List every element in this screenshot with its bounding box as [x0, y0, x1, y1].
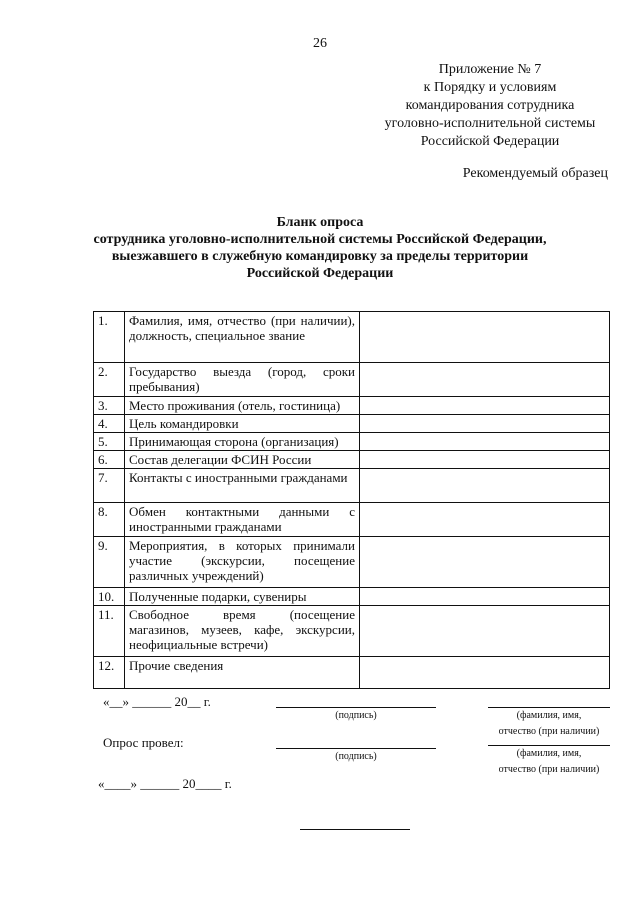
name-caption-line: отчество (при наличии) [498, 764, 600, 775]
table-row [94, 415, 610, 433]
page-number: 26 [313, 36, 327, 51]
row-question: Обмен контактными данными с иностранными гражданами [125, 503, 360, 537]
row-question: Полученные подарки, сувениры [125, 588, 360, 606]
row-answer-cell[interactable] [360, 503, 610, 537]
title-line: выезжавшего в служебную командировку за пределы территории [111, 249, 529, 264]
title-line: Российской Федерации [246, 266, 394, 281]
surveyed-by-label: Опрос провел: [103, 735, 184, 750]
row-question: Мероприятия, в которых принимали участие (экскурсии, посещение различных учреждений) [125, 537, 360, 588]
signature-caption-1: (подпись) [335, 710, 377, 721]
appendix-line: Приложение № 7 [438, 62, 542, 77]
name-caption-line: (фамилия, имя, [516, 710, 582, 721]
name-caption-2 [478, 746, 620, 778]
appendix-line: уголовно-исполнительной системы [384, 116, 596, 131]
row-number: 8. [94, 503, 125, 537]
row-question: Свободное время (посещение магазинов, музеев, кафе, экскурсии, неофициальные встречи) [125, 606, 360, 657]
row-question: Цель командировки [125, 415, 360, 433]
row-number: 5. [94, 433, 125, 451]
row-number: 4. [94, 415, 125, 433]
table-row [94, 606, 610, 657]
survey-table [93, 311, 610, 689]
appendix-line: к Порядку и условиям [423, 80, 557, 95]
row-number: 9. [94, 537, 125, 588]
title-line: Бланк опроса [276, 215, 364, 230]
form-title [90, 214, 550, 282]
row-number: 7. [94, 469, 125, 503]
row-number: 12. [94, 657, 125, 689]
signature-caption-2: (подпись) [335, 751, 377, 762]
row-question: Место проживания (отель, гостиница) [125, 397, 360, 415]
row-number: 10. [94, 588, 125, 606]
table-row [94, 312, 610, 363]
bottom-line [300, 829, 410, 830]
table-row [94, 469, 610, 503]
title-line: сотрудника уголовно-исполнительной системы Российской Федерации, [93, 232, 547, 247]
table-row [94, 503, 610, 537]
row-answer-cell[interactable] [360, 588, 610, 606]
row-question: Фамилия, имя, отчество (при наличии), должность, специальное звание [125, 312, 360, 363]
row-answer-cell[interactable] [360, 433, 610, 451]
name-caption-1 [478, 708, 620, 740]
table-row [94, 397, 610, 415]
row-question: Государство выезда (город, сроки пребывания) [125, 363, 360, 397]
row-answer-cell[interactable] [360, 397, 610, 415]
row-answer-cell[interactable] [360, 415, 610, 433]
appendix-line: Российской Федерации [420, 134, 560, 149]
row-answer-cell[interactable] [360, 469, 610, 503]
row-answer-cell[interactable] [360, 657, 610, 689]
table-row [94, 363, 610, 397]
appendix-line: командирования сотрудника [405, 98, 575, 113]
table-row [94, 657, 610, 689]
row-question: Состав делегации ФСИН России [125, 451, 360, 469]
table-row [94, 588, 610, 606]
table-row [94, 451, 610, 469]
row-number: 1. [94, 312, 125, 363]
row-number: 3. [94, 397, 125, 415]
row-answer-cell[interactable] [360, 363, 610, 397]
row-question: Прочие сведения [125, 657, 360, 689]
table-row [94, 433, 610, 451]
row-question: Контакты с иностранными гражданами [125, 469, 360, 503]
sample-label: Рекомендуемый образец [462, 166, 608, 181]
row-answer-cell[interactable] [360, 312, 610, 363]
row-question: Принимающая сторона (организация) [125, 433, 360, 451]
row-number: 11. [94, 606, 125, 657]
row-number: 6. [94, 451, 125, 469]
name-caption-line: (фамилия, имя, [516, 748, 582, 759]
row-answer-cell[interactable] [360, 537, 610, 588]
appendix-header [360, 61, 620, 151]
date-field-1[interactable]: «__» ______ 20__ г. [103, 694, 211, 709]
row-answer-cell[interactable] [360, 606, 610, 657]
table-row [94, 537, 610, 588]
date-field-2[interactable]: «____» ______ 20____ г. [98, 776, 232, 791]
name-caption-line: отчество (при наличии) [498, 726, 600, 737]
row-number: 2. [94, 363, 125, 397]
row-answer-cell[interactable] [360, 451, 610, 469]
